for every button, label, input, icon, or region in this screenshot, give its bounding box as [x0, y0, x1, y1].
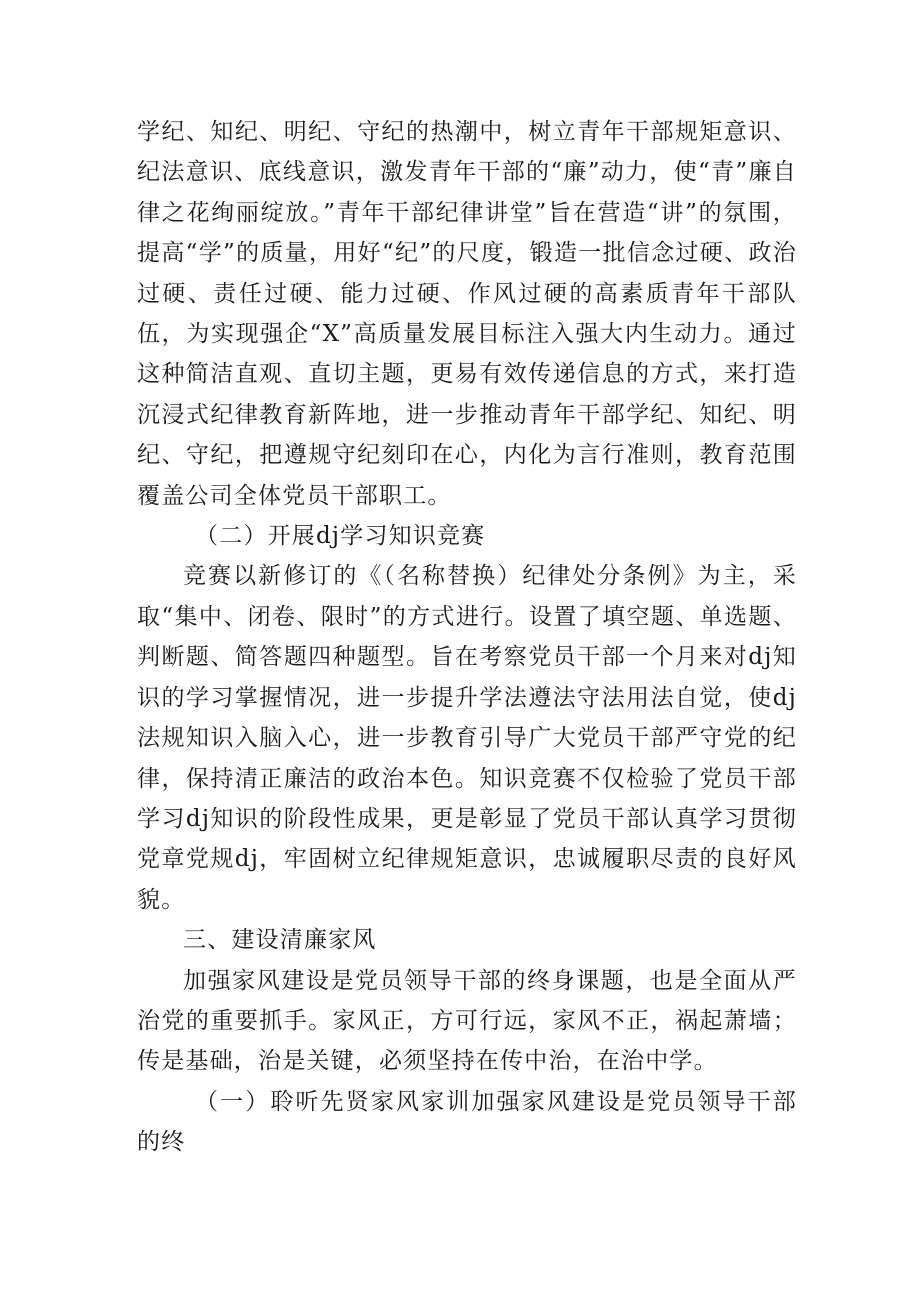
subheading-family-instructions: （一）聆听先贤家风家训加强家风建设是党员领导干部的终: [137, 1088, 797, 1156]
paragraph-family-style-intro: 加强家风建设是党员领导干部的终身课题，也是全面从严治党的重要抓手。家风正，方可行远，家风不正，祸起萧墙；传是基础，治是关键，必须坚持在传中治，在治中学。: [137, 967, 797, 1075]
subheading-knowledge-contest: （二）开展dj学习知识竞赛: [195, 523, 486, 550]
document-body: [137, 112, 797, 1163]
paragraph-continuation: 学纪、知纪、明纪、守纪的热潮中，树立青年干部规矩意识、纪法意识、底线意识，激发青年干部的“廉”动力，使“青”廉自律之花绚丽绽放。”青年干部纪律讲堂”旨在营造“讲”的氛围，提高“学”的质量，用好“纪”的尺度，锻造一批信念过硬、政治过硬、责任过硬、能力过硬、作风过硬的高素质青年干部队伍，为实现强企“X”高质量发展目标注入强大内生动力。通过这种简洁直观、直切主题，更易有效传递信息的方式，来打造沉浸式纪律教育新阵地，进一步推动青年干部学纪、知纪、明纪、守纪，把遵规守纪刻印在心，内化为言行准则，教育范围覆盖公司全体党员干部职工。: [137, 119, 797, 509]
paragraph-contest-details: 竞赛以新修订的《（名称替换）纪律处分条例》为主，采取“集中、闭卷、限时”的方式进行。设置了填空题、单选题、判断题、简答题四种题型。旨在考察党员干部一个月来对dj知识的学习掌握情况，进一步提升学法遵法守法用法自觉，使dj法规知识入脑入心，进一步教育引导广大党员干部严守党的纪律，保持清正廉洁的政治本色。知识竞赛不仅检验了党员干部学习dj知识的阶段性成果，更是彰显了党员干部认真学习贯彻党章党规dj，牢固树立纪律规矩意识，忠诚履职尽责的良好风貌。: [137, 563, 797, 913]
heading-family-style: 三、建设清廉家风: [183, 927, 377, 954]
